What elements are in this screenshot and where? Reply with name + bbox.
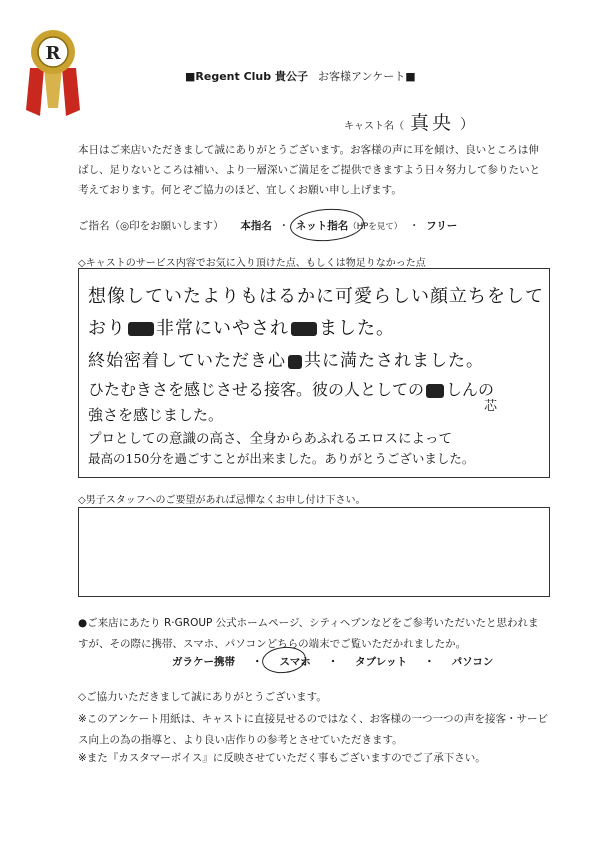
thanks-text: ◇ご協力いただきまして誠にありがとうございます。: [78, 691, 327, 703]
crossed-out-mark: [128, 322, 154, 336]
nomination-separator: ・: [408, 220, 420, 232]
nomination-label: ご指名（◎印をお願いします）: [78, 220, 224, 232]
survey-title: お客様アンケート■: [317, 70, 416, 83]
device-separator: ・: [424, 656, 435, 668]
form-title: [185, 68, 416, 84]
crossed-out-mark: [288, 355, 302, 369]
handwritten-line-1: 想像していたよりもはるかに可愛らしい顔立ちをして: [88, 286, 544, 307]
device-separator: ・: [251, 656, 263, 668]
device-question: ●ご来店にあたり R·GROUP 公式ホームページ、シティヘブンなどをご参考いただいたと思われますが、その際に携帯、スマホ、パソコンどちらの端末でご覧いただかれましたか。: [78, 617, 539, 650]
nomination-option-free[interactable]: フリー: [426, 220, 458, 232]
nomination-option-net[interactable]: ネット指名: [295, 220, 349, 232]
logo-ribbon-right: [62, 68, 80, 116]
question-staff: ◇男子スタッフへのご要望があれば忌憚なくお申し付け下さい。: [78, 495, 366, 506]
device-options-row: [172, 654, 493, 669]
nomination-separator: ・: [278, 220, 290, 232]
handwritten-correction: 芯: [484, 399, 498, 414]
device-option-pc[interactable]: パソコン: [451, 656, 494, 668]
question-service: ◇キャストのサービス内容でお気に入り頂けた点、もしくは物足りなかった点: [78, 258, 426, 269]
intro-paragraph: 本日はご来店いただきまして誠にありがとうございます。お客様の声に耳を傾け、良いところは伸ばし、足りないところは補い、より一層深いご満足をご提供できますよう日々努力して参りたいと考えております。何とぞご協力のほど、宜しくお願い申し上げます。: [78, 144, 540, 196]
club-name: ■Regent Club 貴公子: [185, 70, 308, 83]
device-option-smartphone[interactable]: スマホ: [279, 656, 311, 668]
nomination-hp-note: （HPを見て）: [348, 222, 403, 232]
nomination-row: [78, 218, 457, 233]
device-separator: ・: [327, 656, 339, 668]
device-option-feature-phone[interactable]: ガラケー携帯: [172, 656, 235, 668]
regent-club-logo: [22, 28, 84, 116]
logo-letter: R: [45, 43, 61, 64]
cast-name-handwritten: 真央: [410, 112, 455, 134]
cast-name-label: キャスト名（: [344, 121, 404, 132]
crossed-out-mark: [426, 384, 444, 398]
handwritten-line-4: ひたむきさを感じさせる接客。彼の人としての しんの: [88, 380, 495, 399]
nomination-option-regular[interactable]: 本指名: [240, 220, 272, 232]
survey-note: ※このアンケート用紙は、キャストに直接見せるのではなく、お客様の一つ一つの声を接客・サービス向上の為の指導と、より良い店作りの参考とさせていただきます。: [78, 713, 548, 746]
logo-ribbon-left: [26, 68, 44, 116]
handwritten-line-5: 強さを感じました。: [88, 406, 224, 424]
handwritten-line-7: 最高の150分を過ごすことが出来ました。ありがとうございました。: [88, 451, 475, 466]
answer-box-staff[interactable]: [78, 507, 550, 597]
nomination-selected-circle: [289, 206, 365, 243]
handwritten-line-6: プロとしての意識の高さ、全身からあふれるエロスによって: [88, 431, 452, 447]
customer-voice-note: ※また『カスタマーボイス』に反映させていただく事もございますのでご了承下さい。: [78, 752, 486, 764]
device-option-tablet[interactable]: タブレット: [355, 656, 408, 668]
handwritten-line-2: おり 非常にいやされ ました。: [88, 318, 395, 339]
handwritten-line-3: 終始密着していただき心 共に満たされました。: [88, 351, 484, 371]
cast-name-close: ）: [460, 117, 475, 133]
cast-name-field: [344, 108, 474, 135]
crossed-out-mark: [291, 322, 317, 336]
